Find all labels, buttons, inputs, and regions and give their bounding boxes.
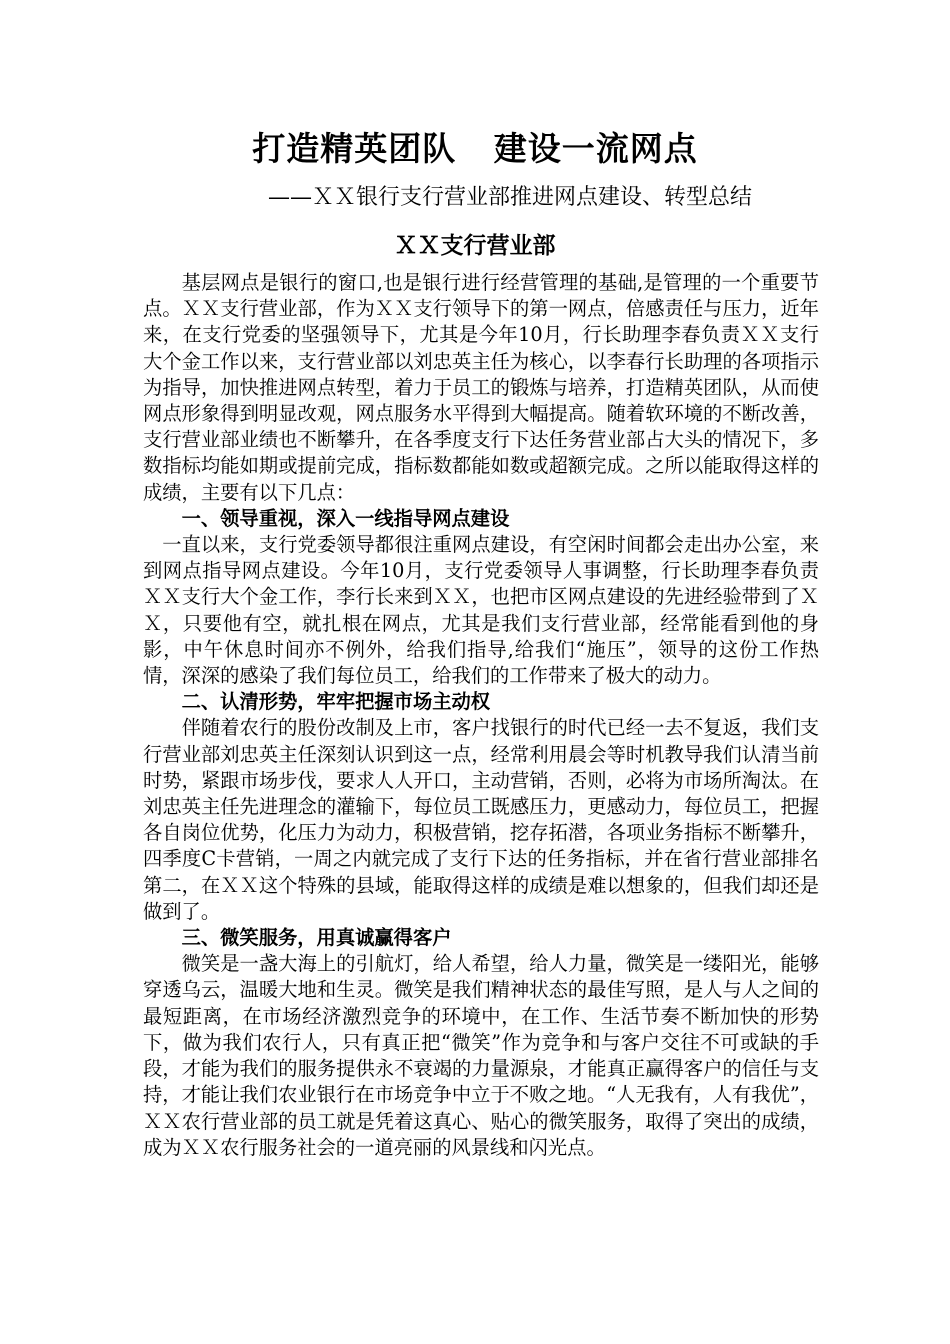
- section-heading-3: 三、微笑服务，用真诚赢得客户: [181, 926, 452, 950]
- document-body: [143, 270, 819, 1161]
- document-author: ＸＸ支行营业部: [394, 232, 556, 259]
- document-title: 打造精英团队 建设一流网点: [252, 129, 698, 168]
- section-heading-1: 一、领导重视，深入一线指导网点建设: [181, 506, 510, 530]
- section-heading-2: 二、认清形势，牢牢把握市场主动权: [181, 690, 491, 714]
- section-paragraph-1: 一直以来，支行党委领导都很注重网点建设，有空闲时间都会走出办公室，来到网点指导网点建设。今年10月，支行党委领导人事调整，行长助理李春负责ＸＸ支行大个金工作，李行长来到ＸＸ，也把市区网点建设的先进经验带到了ＸＸ，只要他有空，就扎根在网点，尤其是我们支行营业部，经常能看到他的身影，中午休息时间亦不例外，给我们指导,给我们“施压”，领导的这份工作热情，深深的感染了我们每位员工，给我们的工作带来了极大的动力。: [143, 533, 819, 688]
- document-subtitle: ——ＸＸ银行支行营业部推进网点建设、转型总结: [267, 185, 752, 210]
- intro-paragraph: 基层网点是银行的窗口,也是银行进行经营管理的基础,是管理的一个重要节点。ＸＸ支行营业部，作为ＸＸ支行领导下的第一网点，倍感责任与压力，近年来，在支行党委的坚强领导下，尤其是今年10月，行长助理李春负责ＸＸ支行大个金工作以来，支行营业部以刘忠英主任为核心，以李春行长助理的各项指示为指导，加快推进网点转型，着力于员工的锻炼与培养，打造精英团队，从而使网点形象得到明显改观，网点服务水平得到大幅提高。随着软环境的不断改善，支行营业部业绩也不断攀升，在各季度支行下达任务营业部占大头的情况下，多数指标均能如期或提前完成，指标数都能如数或超额完成。之所以能取得这样的成绩，主要有以下几点：: [143, 271, 819, 504]
- section-paragraph-2: 伴随着农行的股份改制及上市，客户找银行的时代已经一去不复返，我们支行营业部刘忠英主任深刻认识到这一点，经常利用晨会等时机教导我们认清当前时势，紧跟市场步伐，要求人人开口，主动营销，否则，必将为市场所淘汰。在刘忠英主任先进理念的灌输下，每位员工既感压力，更感动力，每位员工，把握各自岗位优势，化压力为动力，积极营销，挖存拓潜，各项业务指标不断攀升，四季度C卡营销，一周之内就完成了支行下达的任务指标，并在省行营业部排名第二，在ＸＸ这个特殊的县域，能取得这样的成绩是难以想象的，但我们却还是做到了。: [143, 716, 819, 923]
- section-paragraph-3: 微笑是一盏大海上的引航灯，给人希望，给人力量，微笑是一缕阳光，能够穿透乌云，温暖大地和生灵。微笑是我们精神状态的最佳写照，是人与人之间的最短距离，在市场经济激烈竞争的环境中，在工作、生活节奏不断加快的形势下，做为我们农行人，只有真正把“微笑”作为竞争和与客户交往不可或缺的手段，才能为我们的服务提供永不衰竭的力量源泉，才能真正赢得客户的信任与支持，才能让我们农业银行在市场竞争中立于不败之地。“人无我有，人有我优”，ＸＸ农行营业部的员工就是凭着这真心、贴心的微笑服务，取得了突出的成绩，成为ＸＸ农行服务社会的一道亮丽的风景线和闪光点。: [143, 952, 819, 1159]
